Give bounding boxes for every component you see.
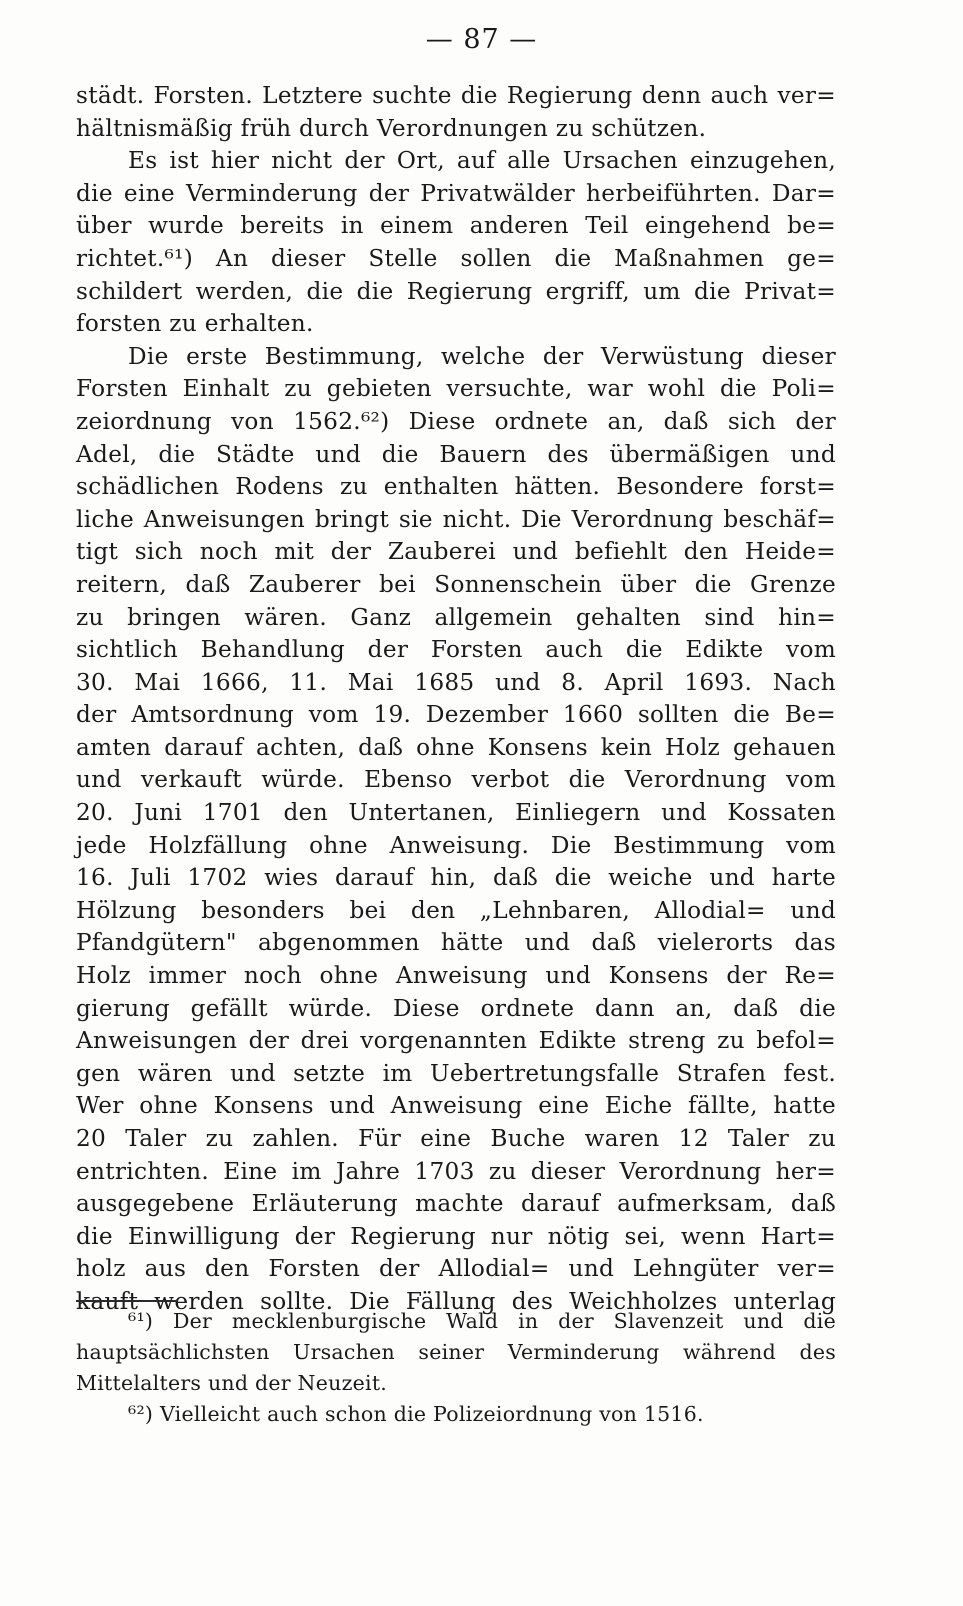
text-line: 30. Mai 1666, 11. Mai 1685 und 8. April 1693. Nach xyxy=(76,668,836,696)
text-line: amten darauf achten, daß ohne Konsens kein Holz gehauen xyxy=(76,733,836,761)
text-line: die Einwilligung der Regierung nur nötig sei, wenn Hart= xyxy=(76,1222,836,1250)
text-line: forsten zu erhalten. xyxy=(76,310,314,338)
footnote-line: Mittelalters und der Neuzeit. xyxy=(76,1371,388,1395)
footnote-line: ⁶¹) Der mecklenburgische Wald in der Slavenzeit und die xyxy=(128,1309,836,1333)
text-line: tigt sich noch mit der Zauberei und befiehlt den Heide= xyxy=(76,538,836,566)
text-line: Hölzung besonders bei den „Lehnbaren, Allodial= und xyxy=(76,896,836,924)
text-line: schildert werden, die die Regierung ergriff, um die Privat= xyxy=(76,277,836,305)
footnote-divider xyxy=(76,1300,178,1302)
text-line: Wer ohne Konsens und Anweisung eine Eiche fällte, hatte xyxy=(76,1092,836,1120)
text-line: Pfandgütern" abgenommen hätte und daß vielerorts das xyxy=(76,929,836,957)
text-line: der Amtsordnung vom 19. Dezember 1660 sollten die Be= xyxy=(76,701,836,729)
page-number: — 87 — xyxy=(425,24,538,55)
text-line: über wurde bereits in einem anderen Teil eingehend be= xyxy=(76,212,836,240)
text-line: reitern, daß Zauberer bei Sonnenschein über die Grenze xyxy=(76,570,836,598)
text-line: zeiordnung von 1562.⁶²) Diese ordnete an, daß sich der xyxy=(76,407,836,435)
text-line: kauft werden sollte. Die Fällung des Weichholzes unterlag xyxy=(76,1287,836,1315)
text-line: 16. Juli 1702 wies darauf hin, daß die weiche und harte xyxy=(76,864,836,892)
text-line: schädlichen Rodens zu enthalten hätten. Besondere forst= xyxy=(76,473,836,501)
footnote-line: hauptsächlichsten Ursachen seiner Verminderung während des xyxy=(76,1340,836,1364)
text-line: Forsten Einhalt zu gebieten versuchte, war wohl die Poli= xyxy=(76,375,836,403)
text-line: liche Anweisungen bringt sie nicht. Die Verordnung beschäf= xyxy=(76,505,836,533)
text-line: Holz immer noch ohne Anweisung und Konsens der Re= xyxy=(76,962,836,990)
text-line: richtet.⁶¹) An dieser Stelle sollen die Maßnahmen ge= xyxy=(76,244,836,272)
text-line: städt. Forsten. Letztere suchte die Regierung denn auch ver= xyxy=(76,82,836,109)
text-line: ausgegebene Erläuterung machte darauf aufmerksam, daß xyxy=(76,1190,836,1218)
text-line: sichtlich Behandlung der Forsten auch die Edikte vom xyxy=(76,636,836,664)
text-line: Es ist hier nicht der Ort, auf alle Ursachen einzugehen, xyxy=(128,147,836,175)
text-line: entrichten. Eine im Jahre 1703 zu dieser Verordnung her= xyxy=(76,1157,836,1185)
text-line: 20. Juni 1701 den Untertanen, Einliegern und Kossaten xyxy=(76,799,836,827)
text-line: und verkauft würde. Ebenso verbot die Verordnung vom xyxy=(76,766,836,794)
text-line: gen wären und setzte im Uebertretungsfalle Strafen fest. xyxy=(76,1059,836,1087)
text-line: holz aus den Forsten der Allodial= und Lehngüter ver= xyxy=(76,1255,836,1283)
text-line: zu bringen wären. Ganz allgemein gehalten sind hin= xyxy=(76,603,836,631)
text-line: Die erste Bestimmung, welche der Verwüstung dieser xyxy=(128,342,836,370)
text-line: Anweisungen der drei vorgenannten Edikte streng zu befol= xyxy=(76,1027,836,1055)
text-line: hältnismäßig früh durch Verordnungen zu schützen. xyxy=(76,114,707,142)
text-line: 20 Taler zu zahlen. Für eine Buche waren 12 Taler zu xyxy=(76,1125,836,1152)
footnote-line: ⁶²) Vielleicht auch schon die Polizeiordnung von 1516. xyxy=(128,1402,704,1426)
text-line: gierung gefällt würde. Diese ordnete dann an, daß die xyxy=(76,994,836,1022)
text-line: jede Holzfällung ohne Anweisung. Die Bestimmung vom xyxy=(76,831,836,859)
footnotes xyxy=(76,1306,836,1430)
body-text xyxy=(76,80,836,1319)
text-line: die eine Verminderung der Privatwälder herbeiführten. Dar= xyxy=(76,179,836,207)
text-line: Adel, die Städte und die Bauern des übermäßigen und xyxy=(76,440,836,468)
